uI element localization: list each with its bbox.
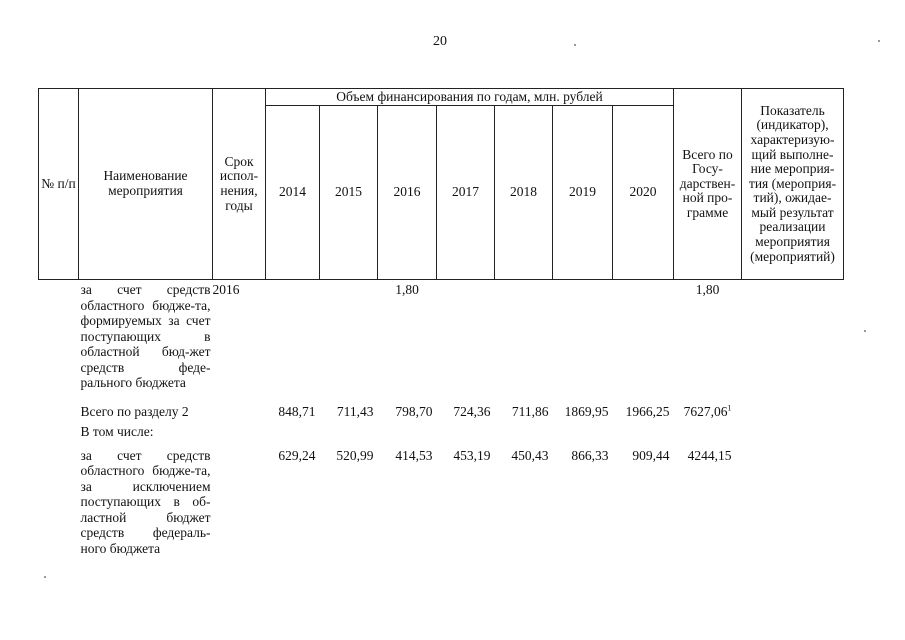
total-cell xyxy=(674,446,742,566)
header-year: 2020 xyxy=(613,106,674,280)
value-cell xyxy=(266,280,320,402)
indicator-cell xyxy=(742,422,844,446)
row-period xyxy=(213,402,266,422)
row-num xyxy=(39,422,79,446)
scan-speck xyxy=(864,330,866,332)
indicator-cell xyxy=(742,280,844,402)
indicator-cell xyxy=(742,402,844,422)
row-name: за счет средств областного бюдже-та, формируемых за счет поступающих в областной бюд-жет средств феде-рального бюджета xyxy=(80,282,211,391)
header-funding: Объем финансирования по годам, млн. рублей xyxy=(266,89,674,106)
header-indicator: Показатель (индикатор), характеризую-щий выполне-ние мероприя-тия (мероприя-тий), ожидае-мый результат реализации мероприятия (мероприятий) xyxy=(742,89,844,280)
value-cell: 909,44 xyxy=(632,447,670,463)
row-num xyxy=(39,280,79,402)
row-num xyxy=(39,446,79,566)
value-cell xyxy=(495,422,553,446)
value-cell: 711,43 xyxy=(336,403,374,419)
value-cell xyxy=(613,422,674,446)
table-row xyxy=(39,422,844,446)
header-year: 2016 xyxy=(378,106,437,280)
total-value: 4244,15 xyxy=(687,447,732,463)
header-year: 2014 xyxy=(266,106,320,280)
row-name: В том числе: xyxy=(80,423,154,439)
header-name: Наименование мероприятия xyxy=(79,89,213,280)
indicator-cell xyxy=(742,446,844,566)
header-total: Всего по Госу-дарствен-ной про-грамме xyxy=(674,89,742,280)
row-name: Всего по разделу 2 xyxy=(80,403,189,419)
header-year: 2017 xyxy=(437,106,495,280)
table-header xyxy=(39,89,844,280)
value-cell: 453,19 xyxy=(453,447,491,463)
value-cell xyxy=(437,280,495,402)
header-period: Срок испол-нения, годы xyxy=(213,89,266,280)
value-cell: 866,33 xyxy=(571,447,609,463)
table-body xyxy=(39,280,844,566)
total-value: 1,80 xyxy=(695,282,720,297)
table-row xyxy=(39,402,844,422)
row-num xyxy=(39,402,79,422)
value-cell: 724,36 xyxy=(453,403,491,419)
value-cell xyxy=(437,422,495,446)
value-cell: 629,24 xyxy=(278,447,316,463)
value-cell xyxy=(553,422,613,446)
value-cell: 520,99 xyxy=(336,447,374,463)
value-cell: 450,43 xyxy=(511,447,549,463)
value-cell: 414,53 xyxy=(395,447,433,463)
total-cell xyxy=(674,422,742,446)
header-num: № п/п xyxy=(39,89,79,280)
scan-speck xyxy=(574,44,576,46)
row-period: 2016 xyxy=(212,282,240,297)
total-value: 7627,06 xyxy=(683,403,728,419)
total-cell xyxy=(674,402,742,422)
financing-table xyxy=(38,88,844,566)
value-cell: 848,71 xyxy=(278,403,316,419)
value-cell: 798,70 xyxy=(395,403,433,419)
value-cell: 711,86 xyxy=(511,403,549,419)
value-cell: 1869,95 xyxy=(564,403,609,419)
table-row xyxy=(39,280,844,402)
scan-speck xyxy=(878,40,880,42)
value-cell xyxy=(266,422,320,446)
page-number: 20 xyxy=(433,34,447,49)
row-name: за счет средств областного бюдже-та, за исключением поступающих в об-ластной бюджет средств федераль-ного бюджета xyxy=(80,447,211,556)
table-row xyxy=(39,446,844,566)
header-year: 2018 xyxy=(495,106,553,280)
value-cell xyxy=(495,280,553,402)
row-period xyxy=(213,422,266,446)
value-cell: 1966,25 xyxy=(625,403,670,419)
footnote-mark: 1 xyxy=(727,403,732,412)
scan-speck xyxy=(44,576,46,578)
value-cell: 1,80 xyxy=(395,282,419,297)
value-cell xyxy=(320,422,378,446)
value-cell xyxy=(378,422,437,446)
value-cell xyxy=(553,280,613,402)
header-year: 2015 xyxy=(320,106,378,280)
row-period xyxy=(213,446,266,566)
header-year: 2019 xyxy=(553,106,613,280)
total-cell xyxy=(674,280,742,402)
value-cell xyxy=(613,280,674,402)
value-cell xyxy=(320,280,378,402)
